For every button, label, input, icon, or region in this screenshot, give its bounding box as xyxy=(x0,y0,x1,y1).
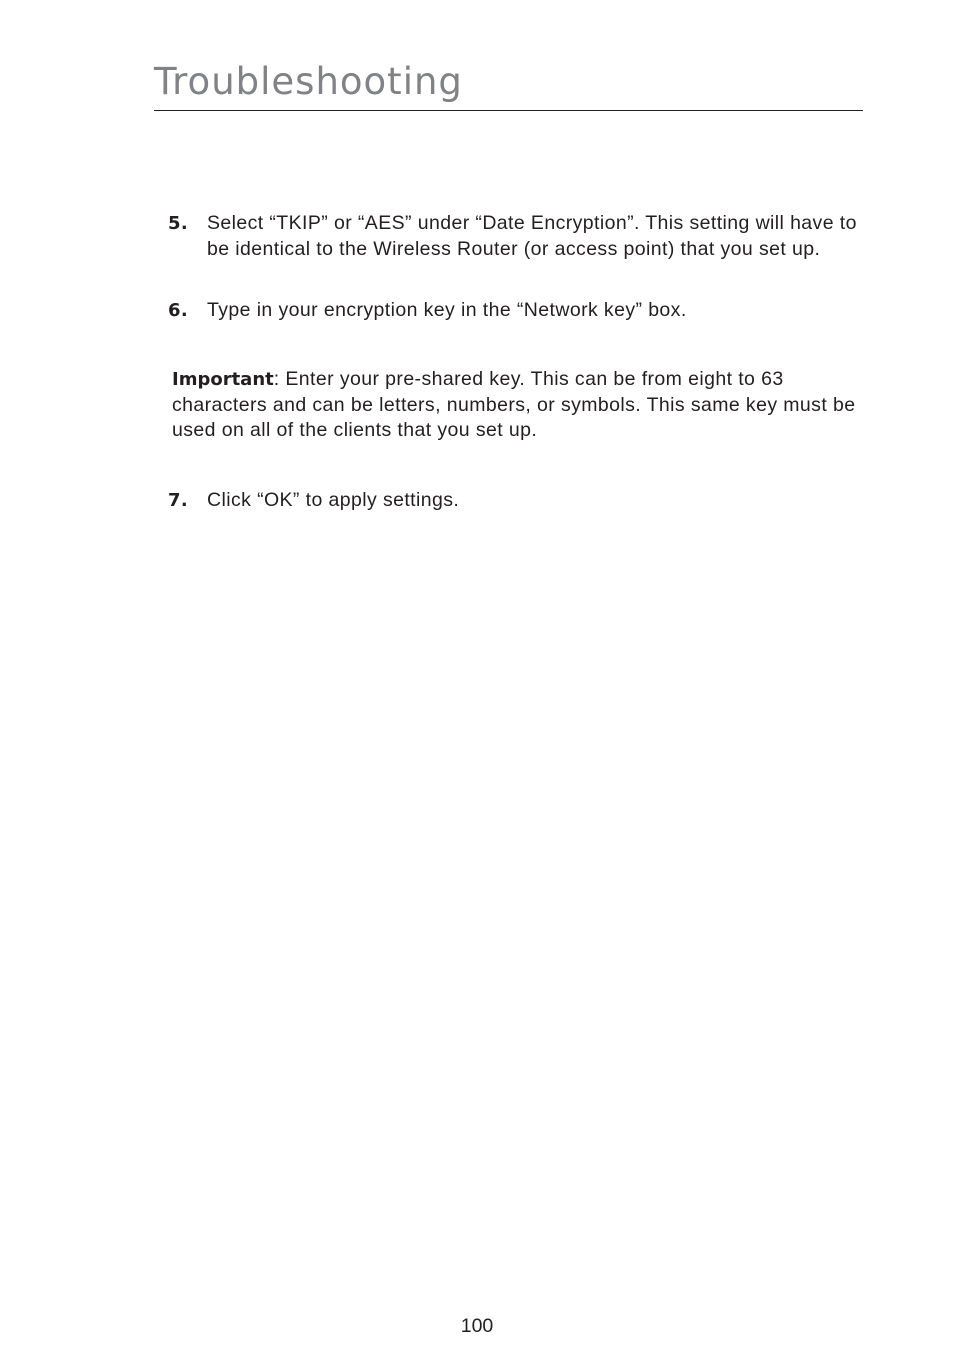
page-number: 100 xyxy=(460,1315,494,1337)
step-item xyxy=(168,298,868,324)
step-number: 7. xyxy=(168,490,189,511)
step-item xyxy=(168,488,868,514)
important-text: : Enter your pre-shared key. This can be from eight to 63 characters and can be letters, numbers, or symbols. This same key must be used on all of the clients that you set up. xyxy=(172,368,856,441)
title-divider xyxy=(154,110,863,111)
step-text: Click “OK” to apply settings. xyxy=(207,489,460,511)
page-title: Troubleshooting xyxy=(154,60,463,103)
step-text: Type in your encryption key in the “Network key” box. xyxy=(207,299,687,321)
step-item xyxy=(168,211,868,262)
step-text: Select “TKIP” or “AES” under “Date Encryption”. This setting will have to be identical to the Wireless Router (or access point) that you set up. xyxy=(207,212,857,260)
step-number: 6. xyxy=(168,300,189,321)
step-number: 5. xyxy=(168,213,189,234)
important-note xyxy=(172,367,862,444)
important-label: Important xyxy=(172,369,274,390)
